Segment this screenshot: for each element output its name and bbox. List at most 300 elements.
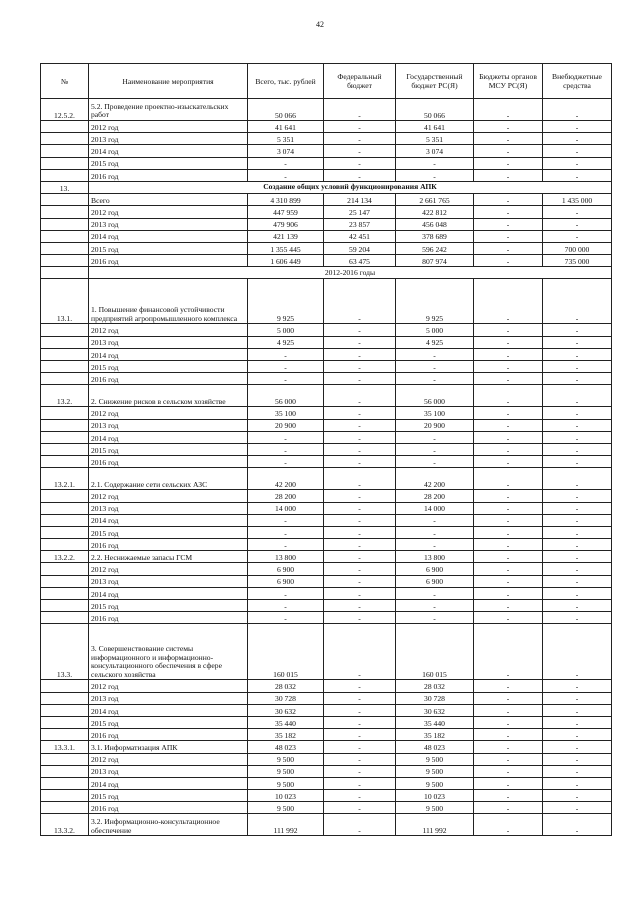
cell-extrabudget: - (543, 169, 612, 181)
table-row (41, 206, 612, 218)
cell-total: - (248, 348, 324, 360)
cell-total: 5 351 (248, 133, 324, 145)
cell-total: 6 900 (248, 563, 324, 575)
cell-state: - (396, 514, 474, 526)
cell-extrabudget: - (543, 526, 612, 538)
cell-state: - (396, 348, 474, 360)
cell-extrabudget: - (543, 753, 612, 765)
row-number (41, 242, 89, 254)
cell-total: 10 023 (248, 790, 324, 802)
table-row (41, 348, 612, 360)
cell-state: 456 048 (396, 218, 474, 230)
cell-state: 30 728 (396, 692, 474, 704)
cell-state: 10 023 (396, 790, 474, 802)
cell-extrabudget: - (543, 624, 612, 680)
cell-federal: - (324, 575, 396, 587)
row-name: 3.1. Информатизация АПК (89, 741, 248, 753)
cell-state: 35 182 (396, 729, 474, 741)
header-name: Наименование мероприятия (89, 64, 248, 99)
cell-municipal: - (474, 133, 543, 145)
table-row (41, 502, 612, 514)
table-row (41, 526, 612, 538)
row-name: 2015 год (89, 242, 248, 254)
row-name: 2013 год (89, 133, 248, 145)
row-number (41, 539, 89, 551)
cell-state: - (396, 600, 474, 612)
cell-extrabudget: - (543, 230, 612, 242)
row-number (41, 336, 89, 348)
cell-federal: - (324, 716, 396, 728)
cell-municipal: - (474, 729, 543, 741)
table-row (41, 741, 612, 753)
cell-state: 42 200 (396, 468, 474, 490)
row-name: 2012 год (89, 206, 248, 218)
table-row (41, 443, 612, 455)
cell-federal: 59 204 (324, 242, 396, 254)
cell-total: 35 182 (248, 729, 324, 741)
cell-total: 42 200 (248, 468, 324, 490)
header-num: № (41, 64, 89, 99)
cell-federal: - (324, 777, 396, 789)
cell-total: - (248, 373, 324, 385)
cell-municipal: - (474, 765, 543, 777)
row-name: 2014 год (89, 514, 248, 526)
row-number (41, 526, 89, 538)
cell-federal: - (324, 765, 396, 777)
row-number: 13.2.1. (41, 468, 89, 490)
cell-municipal: - (474, 157, 543, 169)
cell-federal: - (324, 385, 396, 407)
section-title: Создание общих условий функционирования АПК (89, 181, 612, 193)
cell-federal: - (324, 729, 396, 741)
cell-federal: - (324, 431, 396, 443)
cell-state: 3 074 (396, 145, 474, 157)
row-name: 2015 год (89, 790, 248, 802)
row-name: 3.2. Информационно-консультационное обеспечение (89, 814, 248, 836)
cell-federal: 23 857 (324, 218, 396, 230)
table-row (41, 680, 612, 692)
cell-federal: - (324, 133, 396, 145)
cell-extrabudget: 700 000 (543, 242, 612, 254)
row-number (41, 145, 89, 157)
row-name: 2014 год (89, 704, 248, 716)
cell-extrabudget: - (543, 490, 612, 502)
cell-federal: - (324, 680, 396, 692)
cell-total: 35 100 (248, 407, 324, 419)
cell-total: - (248, 612, 324, 624)
row-name: 2015 год (89, 600, 248, 612)
cell-total: 9 500 (248, 802, 324, 814)
cell-total: 6 900 (248, 575, 324, 587)
table-row (41, 539, 612, 551)
cell-state: 422 812 (396, 206, 474, 218)
cell-federal: - (324, 373, 396, 385)
cell-extrabudget: - (543, 777, 612, 789)
cell-extrabudget: - (543, 716, 612, 728)
cell-extrabudget: - (543, 680, 612, 692)
table-row (41, 468, 612, 490)
cell-total: 421 139 (248, 230, 324, 242)
cell-municipal: - (474, 99, 543, 121)
cell-extrabudget: - (543, 468, 612, 490)
cell-extrabudget: 1 435 000 (543, 194, 612, 206)
row-name: 2012 год (89, 753, 248, 765)
table-row (41, 431, 612, 443)
cell-municipal: - (474, 206, 543, 218)
cell-municipal: - (474, 385, 543, 407)
cell-federal: - (324, 348, 396, 360)
cell-total: 50 066 (248, 99, 324, 121)
cell-extrabudget: - (543, 145, 612, 157)
row-name: 2012 год (89, 121, 248, 133)
row-name: 2. Снижение рисков в сельском хозяйстве (89, 385, 248, 407)
header-municipal: Бюджеты органов МСУ РС(Я) (474, 64, 543, 99)
row-name: 2014 год (89, 145, 248, 157)
cell-state: 9 500 (396, 765, 474, 777)
row-number (41, 267, 89, 279)
row-number (41, 704, 89, 716)
cell-extrabudget: - (543, 279, 612, 324)
cell-state: 30 632 (396, 704, 474, 716)
cell-total: - (248, 169, 324, 181)
cell-federal: - (324, 741, 396, 753)
cell-municipal: - (474, 336, 543, 348)
cell-total: 5 000 (248, 324, 324, 336)
table-row (41, 814, 612, 836)
row-number (41, 443, 89, 455)
cell-state: 9 500 (396, 753, 474, 765)
row-number (41, 600, 89, 612)
table-row (41, 612, 612, 624)
cell-extrabudget: - (543, 456, 612, 468)
cell-municipal: - (474, 563, 543, 575)
cell-extrabudget: - (543, 324, 612, 336)
cell-total: 20 900 (248, 419, 324, 431)
table-row (41, 802, 612, 814)
row-number (41, 255, 89, 267)
table-row (41, 704, 612, 716)
cell-federal: - (324, 324, 396, 336)
cell-municipal: - (474, 612, 543, 624)
table-row (41, 456, 612, 468)
cell-state: 20 900 (396, 419, 474, 431)
row-name: 2012 год (89, 680, 248, 692)
cell-extrabudget: - (543, 612, 612, 624)
cell-municipal: - (474, 230, 543, 242)
cell-municipal: - (474, 575, 543, 587)
cell-total: - (248, 443, 324, 455)
row-name: Всего (89, 194, 248, 206)
cell-federal: - (324, 121, 396, 133)
cell-extrabudget: - (543, 765, 612, 777)
cell-federal: - (324, 814, 396, 836)
header-state: Государственный бюджет РС(Я) (396, 64, 474, 99)
cell-federal: - (324, 692, 396, 704)
row-number (41, 157, 89, 169)
table-row (41, 407, 612, 419)
cell-municipal: - (474, 348, 543, 360)
table-row (41, 624, 612, 680)
row-name: 2014 год (89, 230, 248, 242)
row-number (41, 802, 89, 814)
cell-state: 6 900 (396, 575, 474, 587)
cell-municipal: - (474, 194, 543, 206)
cell-extrabudget: - (543, 729, 612, 741)
cell-state: - (396, 456, 474, 468)
row-name: 2016 год (89, 539, 248, 551)
table-row (41, 514, 612, 526)
cell-extrabudget: - (543, 336, 612, 348)
table-row (41, 777, 612, 789)
cell-state: 5 000 (396, 324, 474, 336)
cell-total: 1 606 449 (248, 255, 324, 267)
table-row (41, 373, 612, 385)
table-row (41, 729, 612, 741)
cell-federal: - (324, 802, 396, 814)
cell-total: 28 200 (248, 490, 324, 502)
table-row (41, 267, 612, 279)
row-number (41, 716, 89, 728)
row-name: 3. Совершенствование системы информационного и информационно-консультационного обеспечения в сфере сельского хозяйства (89, 624, 248, 680)
cell-extrabudget: - (543, 157, 612, 169)
cell-state: 14 000 (396, 502, 474, 514)
row-name: 2012 год (89, 324, 248, 336)
row-number (41, 575, 89, 587)
row-name: 5.2. Проведение проектно-изыскательских работ (89, 99, 248, 121)
cell-state: 111 992 (396, 814, 474, 836)
cell-municipal: - (474, 443, 543, 455)
cell-state: 13 800 (396, 551, 474, 563)
table-row (41, 692, 612, 704)
row-number (41, 680, 89, 692)
table-row (41, 419, 612, 431)
cell-total: 35 440 (248, 716, 324, 728)
cell-extrabudget: 735 000 (543, 255, 612, 267)
cell-federal: - (324, 600, 396, 612)
row-number (41, 514, 89, 526)
table-row (41, 145, 612, 157)
cell-municipal: - (474, 741, 543, 753)
cell-federal: - (324, 587, 396, 599)
cell-municipal: - (474, 790, 543, 802)
cell-municipal: - (474, 539, 543, 551)
cell-municipal: - (474, 514, 543, 526)
cell-state: - (396, 373, 474, 385)
cell-extrabudget: - (543, 385, 612, 407)
row-name: 2015 год (89, 443, 248, 455)
cell-total: 447 959 (248, 206, 324, 218)
cell-total: 3 074 (248, 145, 324, 157)
table-row (41, 385, 612, 407)
cell-federal: - (324, 407, 396, 419)
row-number (41, 361, 89, 373)
cell-state: 2 661 765 (396, 194, 474, 206)
table-row (41, 279, 612, 324)
cell-municipal: - (474, 716, 543, 728)
cell-municipal: - (474, 551, 543, 563)
cell-state: 160 015 (396, 624, 474, 680)
table-row (41, 181, 612, 193)
cell-federal: - (324, 612, 396, 624)
table-row (41, 551, 612, 563)
row-number (41, 230, 89, 242)
row-name: 2012 год (89, 490, 248, 502)
row-name: 2016 год (89, 255, 248, 267)
row-number: 13. (41, 181, 89, 193)
row-number (41, 790, 89, 802)
cell-extrabudget: - (543, 704, 612, 716)
cell-total: 9 500 (248, 765, 324, 777)
table-row (41, 361, 612, 373)
cell-total: 30 728 (248, 692, 324, 704)
row-number: 13.3.1. (41, 741, 89, 753)
cell-municipal: - (474, 456, 543, 468)
cell-municipal: - (474, 490, 543, 502)
cell-federal: - (324, 99, 396, 121)
cell-federal: - (324, 279, 396, 324)
cell-federal: - (324, 514, 396, 526)
table-row (41, 716, 612, 728)
row-number (41, 218, 89, 230)
cell-total: - (248, 600, 324, 612)
cell-state: 50 066 (396, 99, 474, 121)
cell-federal: - (324, 539, 396, 551)
cell-federal: 42 451 (324, 230, 396, 242)
cell-state: 9 925 (396, 279, 474, 324)
cell-municipal: - (474, 121, 543, 133)
row-name: 2016 год (89, 802, 248, 814)
cell-state: - (396, 169, 474, 181)
row-name: 1. Повышение финансовой устойчивости предприятий агропромышленного комплекса (89, 279, 248, 324)
cell-federal: 25 147 (324, 206, 396, 218)
row-name: 2013 год (89, 218, 248, 230)
row-number (41, 490, 89, 502)
cell-municipal: - (474, 680, 543, 692)
cell-extrabudget: - (543, 539, 612, 551)
table-row (41, 133, 612, 145)
cell-total: 1 355 445 (248, 242, 324, 254)
table-row (41, 563, 612, 575)
cell-total: 9 500 (248, 777, 324, 789)
cell-federal: - (324, 502, 396, 514)
cell-total: 30 632 (248, 704, 324, 716)
row-name: 2015 год (89, 361, 248, 373)
cell-extrabudget: - (543, 431, 612, 443)
row-name: 2016 год (89, 456, 248, 468)
row-name: 2012 год (89, 563, 248, 575)
cell-state: 596 242 (396, 242, 474, 254)
cell-total: 56 000 (248, 385, 324, 407)
row-name: 2015 год (89, 157, 248, 169)
cell-extrabudget: - (543, 206, 612, 218)
row-name: 2014 год (89, 587, 248, 599)
cell-municipal: - (474, 777, 543, 789)
table-body (41, 99, 612, 836)
cell-federal: - (324, 468, 396, 490)
cell-municipal: - (474, 218, 543, 230)
table-row (41, 255, 612, 267)
table-row (41, 765, 612, 777)
cell-municipal: - (474, 324, 543, 336)
cell-total: - (248, 361, 324, 373)
row-name: 2.2. Неснижаемые запасы ГСМ (89, 551, 248, 563)
row-name: 2016 год (89, 169, 248, 181)
cell-total: 41 641 (248, 121, 324, 133)
cell-extrabudget: - (543, 361, 612, 373)
row-name: 2013 год (89, 575, 248, 587)
cell-state: - (396, 443, 474, 455)
cell-state: - (396, 157, 474, 169)
header-federal: Федеральный бюджет (324, 64, 396, 99)
table-row (41, 218, 612, 230)
cell-extrabudget: - (543, 348, 612, 360)
cell-state: 378 689 (396, 230, 474, 242)
cell-municipal: - (474, 587, 543, 599)
row-number: 13.1. (41, 279, 89, 324)
row-number (41, 169, 89, 181)
row-name: 2013 год (89, 692, 248, 704)
row-name: 2013 год (89, 765, 248, 777)
cell-state: 28 032 (396, 680, 474, 692)
cell-municipal: - (474, 169, 543, 181)
cell-extrabudget: - (543, 419, 612, 431)
cell-state: 35 100 (396, 407, 474, 419)
row-number (41, 612, 89, 624)
cell-state: - (396, 587, 474, 599)
cell-total: - (248, 157, 324, 169)
cell-federal: - (324, 361, 396, 373)
cell-federal: - (324, 336, 396, 348)
cell-federal: - (324, 443, 396, 455)
table-row (41, 242, 612, 254)
cell-total: 13 800 (248, 551, 324, 563)
cell-total: - (248, 539, 324, 551)
cell-municipal: - (474, 255, 543, 267)
cell-extrabudget: - (543, 551, 612, 563)
row-name: 2015 год (89, 716, 248, 728)
header-row (41, 64, 612, 99)
row-number: 13.2.2. (41, 551, 89, 563)
row-number (41, 456, 89, 468)
header-total: Всего, тыс. рублей (248, 64, 324, 99)
cell-federal: 63 475 (324, 255, 396, 267)
cell-federal: - (324, 563, 396, 575)
table-row (41, 324, 612, 336)
cell-state: 5 351 (396, 133, 474, 145)
cell-total: - (248, 526, 324, 538)
row-number (41, 587, 89, 599)
cell-municipal: - (474, 242, 543, 254)
cell-federal: 214 134 (324, 194, 396, 206)
cell-federal: - (324, 456, 396, 468)
cell-municipal: - (474, 431, 543, 443)
cell-municipal: - (474, 373, 543, 385)
cell-extrabudget: - (543, 814, 612, 836)
row-name: 2013 год (89, 419, 248, 431)
cell-extrabudget: - (543, 600, 612, 612)
cell-state: 35 440 (396, 716, 474, 728)
table-row (41, 99, 612, 121)
row-number (41, 373, 89, 385)
row-number (41, 348, 89, 360)
row-name: 2015 год (89, 526, 248, 538)
cell-municipal: - (474, 468, 543, 490)
row-number (41, 729, 89, 741)
row-number (41, 194, 89, 206)
cell-municipal: - (474, 600, 543, 612)
row-number: 13.3.2. (41, 814, 89, 836)
cell-municipal: - (474, 704, 543, 716)
